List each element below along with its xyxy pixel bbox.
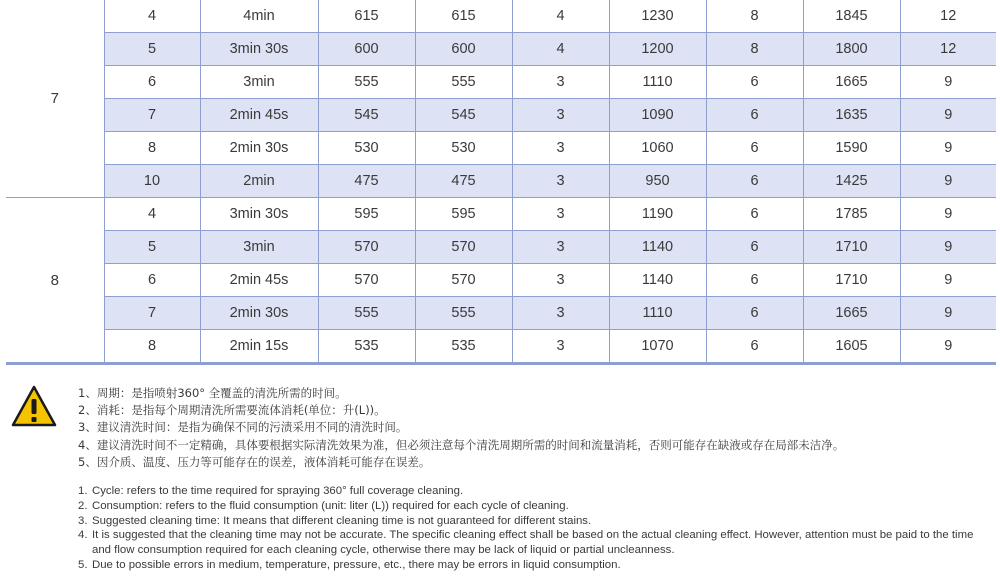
table-cell: 1070 xyxy=(609,330,706,363)
table-cell: 6 xyxy=(706,99,803,132)
table-cell: 9 xyxy=(900,198,996,231)
table-cell: 1800 xyxy=(803,33,900,66)
table-cell: 1425 xyxy=(803,165,900,198)
table-cell: 535 xyxy=(318,330,415,363)
table-cell: 1785 xyxy=(803,198,900,231)
table-cell: 9 xyxy=(900,330,996,363)
table-cell: 1635 xyxy=(803,99,900,132)
table-cell: 3 xyxy=(512,297,609,330)
table-cell: 545 xyxy=(415,99,512,132)
table-cell: 1110 xyxy=(609,297,706,330)
table-cell: 3 xyxy=(512,264,609,297)
table-cell: 555 xyxy=(318,66,415,99)
table-cell: 4min xyxy=(200,0,318,33)
note-zh: 3、建议清洗时间：是指为确保不同的污渍采用不同的清洗时间。 xyxy=(78,420,408,435)
table-cell: 1140 xyxy=(609,231,706,264)
note-text: Suggested cleaning time: It means that different cleaning time is not guaranteed for different stains. xyxy=(92,514,592,527)
table-cell: 570 xyxy=(318,264,415,297)
table-cell: 3min xyxy=(200,231,318,264)
table-cell: 2min 45s xyxy=(200,99,318,132)
note-number: 4. xyxy=(78,529,88,542)
table-row xyxy=(6,132,996,165)
table-cell: 1605 xyxy=(803,330,900,363)
table-cell: 595 xyxy=(318,198,415,231)
table-cell: 2min 30s xyxy=(200,297,318,330)
table-cell: 1110 xyxy=(609,66,706,99)
table-cell: 1140 xyxy=(609,264,706,297)
table-cell: 3min xyxy=(200,66,318,99)
table-cell: 545 xyxy=(318,99,415,132)
table-cell: 6 xyxy=(706,231,803,264)
table-cell: 475 xyxy=(318,165,415,198)
table-cell: 9 xyxy=(900,132,996,165)
note-en xyxy=(78,558,994,573)
note-zh: 5、因介质、温度、压力等可能存在的误差，液体消耗可能存在误差。 xyxy=(78,454,431,469)
table-cell: 555 xyxy=(415,66,512,99)
table-cell: 9 xyxy=(900,165,996,198)
table-row xyxy=(6,198,996,231)
table-cell: 555 xyxy=(415,297,512,330)
table-cell: 615 xyxy=(415,0,512,33)
note-en xyxy=(78,499,994,514)
note-text: Cycle: refers to the time required for spraying 360° full coverage cleaning. xyxy=(92,485,464,497)
table-cell: 530 xyxy=(415,132,512,165)
table-bottom-rule xyxy=(6,363,996,365)
table-row xyxy=(6,264,996,297)
table-cell: 3 xyxy=(512,165,609,198)
table-cell: 6 xyxy=(104,264,200,297)
table-cell: 3 xyxy=(512,132,609,165)
table-cell: 1590 xyxy=(803,132,900,165)
note-number: 2. xyxy=(78,499,88,512)
table-cell: 1200 xyxy=(609,33,706,66)
table-cell: 1190 xyxy=(609,198,706,231)
note-en xyxy=(78,484,994,499)
table-cell: 5 xyxy=(104,231,200,264)
table-cell: 1090 xyxy=(609,99,706,132)
table-cell: 1710 xyxy=(803,231,900,264)
table-cell: 9 xyxy=(900,66,996,99)
table-cell: 9 xyxy=(900,231,996,264)
table-cell: 1230 xyxy=(609,0,706,33)
table-cell: 570 xyxy=(318,231,415,264)
table-cell: 4 xyxy=(104,198,200,231)
table-cell: 6 xyxy=(706,297,803,330)
table-cell: 3 xyxy=(512,198,609,231)
notes-english xyxy=(78,484,994,573)
table-cell: 570 xyxy=(415,231,512,264)
table-cell: 1665 xyxy=(803,66,900,99)
table-cell: 7 xyxy=(104,297,200,330)
table-cell: 6 xyxy=(706,198,803,231)
table-row xyxy=(6,33,996,66)
table-cell: 3 xyxy=(512,330,609,363)
group-cell: 8 xyxy=(6,198,104,363)
table-cell: 8 xyxy=(706,0,803,33)
table-row xyxy=(6,0,996,33)
table-cell: 2min 45s xyxy=(200,264,318,297)
table-cell: 4 xyxy=(512,0,609,33)
table-cell: 4 xyxy=(104,0,200,33)
note-zh: 2、消耗：是指每个周期清洗所需要流体消耗(单位：升(L))。 xyxy=(78,403,386,418)
table-cell: 8 xyxy=(104,132,200,165)
table-cell: 2min xyxy=(200,165,318,198)
table-cell: 9 xyxy=(900,297,996,330)
table-cell: 535 xyxy=(415,330,512,363)
note-number: 5. xyxy=(78,558,88,571)
table-cell: 8 xyxy=(706,33,803,66)
table-cell: 6 xyxy=(706,165,803,198)
table-cell: 6 xyxy=(706,132,803,165)
table-cell: 10 xyxy=(104,165,200,198)
table-cell: 3 xyxy=(512,66,609,99)
table-row xyxy=(6,66,996,99)
table-cell: 6 xyxy=(104,66,200,99)
table-cell: 6 xyxy=(706,264,803,297)
note-en xyxy=(78,528,994,558)
note-zh: 4、建议清洗时间不一定精确，具体要根据实际清洗效果为准，但必须注意每个清洗周期所需的时间和流量消耗，否则可能存在缺液或存在局部未洁净。 xyxy=(78,437,845,452)
table-cell: 12 xyxy=(900,0,996,33)
table-row xyxy=(6,231,996,264)
table-row xyxy=(6,99,996,132)
table-cell: 1665 xyxy=(803,297,900,330)
table-cell: 2min 15s xyxy=(200,330,318,363)
note-zh: 1、周期：是指喷射360° 全覆盖的清洗所需的时间。 xyxy=(78,386,347,400)
table-cell: 615 xyxy=(318,0,415,33)
table-row xyxy=(6,297,996,330)
table-row xyxy=(6,330,996,363)
table-cell: 600 xyxy=(415,33,512,66)
note-text: Due to possible errors in medium, temperature, pressure, etc., there may be errors in liquid consumption. xyxy=(92,558,621,571)
table-cell: 3min 30s xyxy=(200,33,318,66)
note-number: 1. xyxy=(78,485,88,497)
table-cell: 9 xyxy=(900,264,996,297)
spray-data-table xyxy=(6,0,996,363)
table-cell: 3min 30s xyxy=(200,198,318,231)
table-cell: 1060 xyxy=(609,132,706,165)
table-cell: 4 xyxy=(512,33,609,66)
table-cell: 950 xyxy=(609,165,706,198)
note-en xyxy=(78,514,994,529)
table-cell: 7 xyxy=(104,99,200,132)
note-text: It is suggested that the cleaning time may not be accurate. The specific cleaning effect shall be based on the actual cleaning effect. However, attention must be paid to the time and flow consumption required for each cleaning cycle, otherwise there may be lack of liquid or partial uncleanness. xyxy=(92,529,974,557)
warning-triangle-icon xyxy=(10,384,58,428)
table-cell: 530 xyxy=(318,132,415,165)
table-cell: 8 xyxy=(104,330,200,363)
table-cell: 1845 xyxy=(803,0,900,33)
table-cell: 3 xyxy=(512,231,609,264)
note-text: Consumption: refers to the fluid consumption (unit: liter (L)) required for each cycle of cleaning. xyxy=(92,499,569,512)
table-cell: 1710 xyxy=(803,264,900,297)
table-cell: 5 xyxy=(104,33,200,66)
table-cell: 6 xyxy=(706,66,803,99)
table-cell: 475 xyxy=(415,165,512,198)
table-cell: 2min 30s xyxy=(200,132,318,165)
group-cell: 7 xyxy=(6,0,104,198)
table-cell: 3 xyxy=(512,99,609,132)
table-row xyxy=(6,165,996,198)
table-cell: 600 xyxy=(318,33,415,66)
table-cell: 12 xyxy=(900,33,996,66)
note-number: 3. xyxy=(78,514,88,527)
notes-chinese xyxy=(78,385,844,471)
data-table xyxy=(6,0,996,363)
table-cell: 595 xyxy=(415,198,512,231)
table-cell: 570 xyxy=(415,264,512,297)
table-cell: 6 xyxy=(706,330,803,363)
table-cell: 555 xyxy=(318,297,415,330)
table-cell: 9 xyxy=(900,99,996,132)
